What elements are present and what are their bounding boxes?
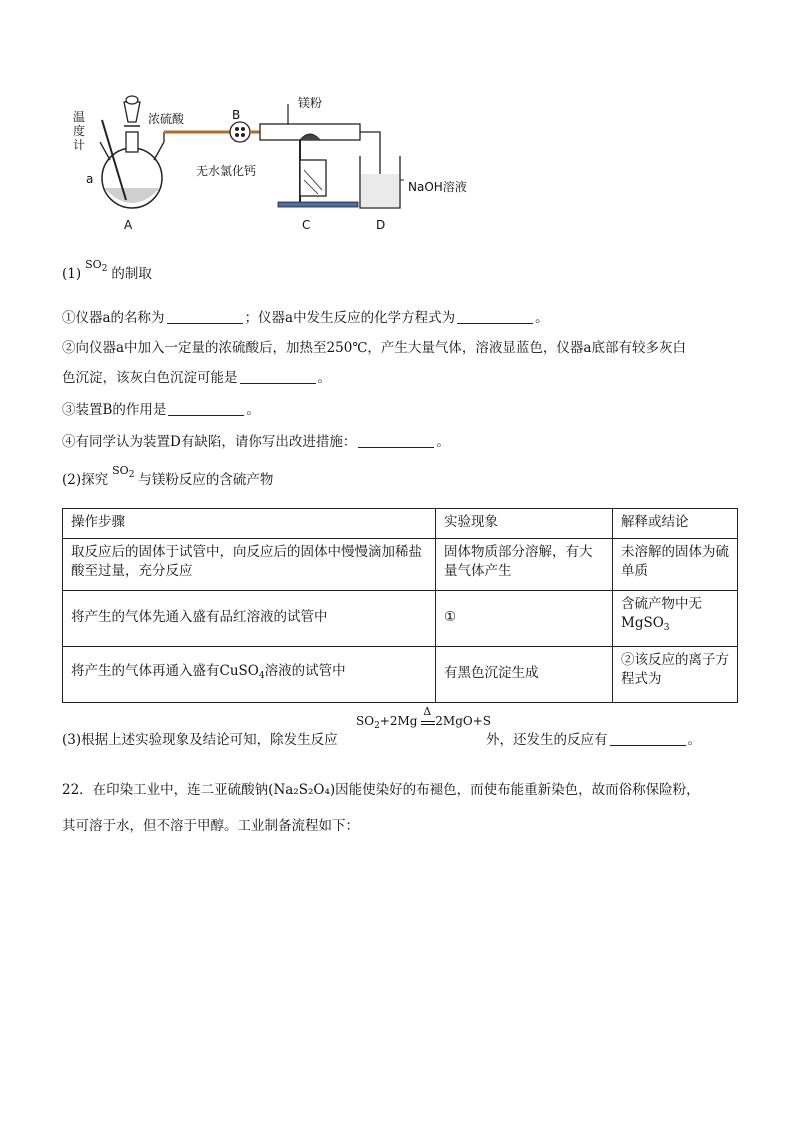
section3-tail: 外，还发生的反应有 。 xyxy=(486,732,701,748)
separatory-funnel xyxy=(124,102,140,122)
label-acid: 浓硫酸 xyxy=(148,112,185,126)
answer-blank[interactable] xyxy=(457,309,533,324)
table-cell: ① xyxy=(436,591,613,647)
reaction-equation: $SO_2+2Mg$ Δ 2MgO+S xyxy=(356,705,492,731)
section2-heading: (2)探究$^{SO_2}$ 与镁粉反应的含硫产物 xyxy=(62,464,274,488)
label-d: D xyxy=(376,218,386,232)
label-c: C xyxy=(302,218,311,232)
drying-tube-b xyxy=(230,122,250,142)
question-4: ④有同学认为装置D有缺陷，请你写出改进措施： 。 xyxy=(62,434,450,450)
label-naoh: NaOH溶液 xyxy=(408,180,467,194)
answer-blank[interactable] xyxy=(168,401,244,416)
table-row xyxy=(63,647,738,703)
question-22-line2: 其可溶于水，但不溶于甲醇。工业制备流程如下： xyxy=(62,818,359,834)
table-cell: 未溶解的固体为硫单质 xyxy=(613,539,738,591)
label-flask-a: a xyxy=(86,172,94,186)
so2-formula: SO2 xyxy=(85,258,108,274)
stand-base xyxy=(278,202,358,207)
label-drying-agent: 无水氯化钙 xyxy=(196,164,257,178)
question-2-line2: 色沉淀，该灰白色沉淀可能是 。 xyxy=(62,370,331,386)
experiment-table xyxy=(62,508,738,703)
question-3: ③装置B的作用是 。 xyxy=(62,402,260,418)
table-row xyxy=(63,539,738,591)
table-header: 解释或结论 xyxy=(613,509,738,539)
table-header: 操作步骤 xyxy=(63,509,436,539)
alcohol-lamp xyxy=(300,160,326,196)
table-cell: 将产生的气体先通入盛有品红溶液的试管中 xyxy=(63,591,436,647)
question-1: ①仪器a的名称为 ；仪器a中发生反应的化学方程式为 。 xyxy=(62,310,549,326)
table-cell: 固体物质部分溶解，有大量气体产生 xyxy=(436,539,613,591)
table-header-row xyxy=(63,509,738,539)
answer-blank[interactable] xyxy=(610,731,686,746)
table-header: 实验现象 xyxy=(436,509,613,539)
section1-heading: $(1)^{SO_2}$ 的制取 xyxy=(62,258,152,282)
table-cell: ②该反应的离子方程式为 xyxy=(613,647,738,703)
answer-blank[interactable] xyxy=(167,309,243,324)
answer-blank[interactable] xyxy=(240,369,316,384)
table-cell: 有黑色沉淀生成 xyxy=(436,647,613,703)
label-b: B xyxy=(232,108,241,122)
table-row xyxy=(63,591,738,647)
question-2-line1: ②向仪器a中加入一定量的浓硫酸后，加热至250℃，产生大量气体，溶液显蓝色，仪器a底部有较多灰白 xyxy=(62,340,686,356)
section3-text: (3)根据上述实验现象及结论可知，除发生反应 xyxy=(62,732,338,748)
flask-neck-center xyxy=(126,132,138,152)
label-a: A xyxy=(124,218,133,232)
table-cell: 取反应后的固体于试管中，向反应后的固体中慢慢滴加稀盐酸至过量，充分反应 xyxy=(63,539,436,591)
table-cell: 将产生的气体再通入盛有CuSO$_4$溶液的试管中 xyxy=(63,647,436,703)
answer-blank[interactable] xyxy=(358,433,434,448)
question-22-line1: 22．在印染工业中，连二亚硫酸钠(Na₂S₂O₄)因能使染好的布褪色，而使布能重新染色，故而俗称保险粉， xyxy=(62,782,700,798)
label-mg-powder: 镁粉 xyxy=(298,96,323,110)
table-cell: 含硫产物中无 MgSO$_3$ xyxy=(613,591,738,647)
so2-formula: SO2 xyxy=(112,464,135,480)
label-thermometer: 温度计 xyxy=(73,110,86,152)
